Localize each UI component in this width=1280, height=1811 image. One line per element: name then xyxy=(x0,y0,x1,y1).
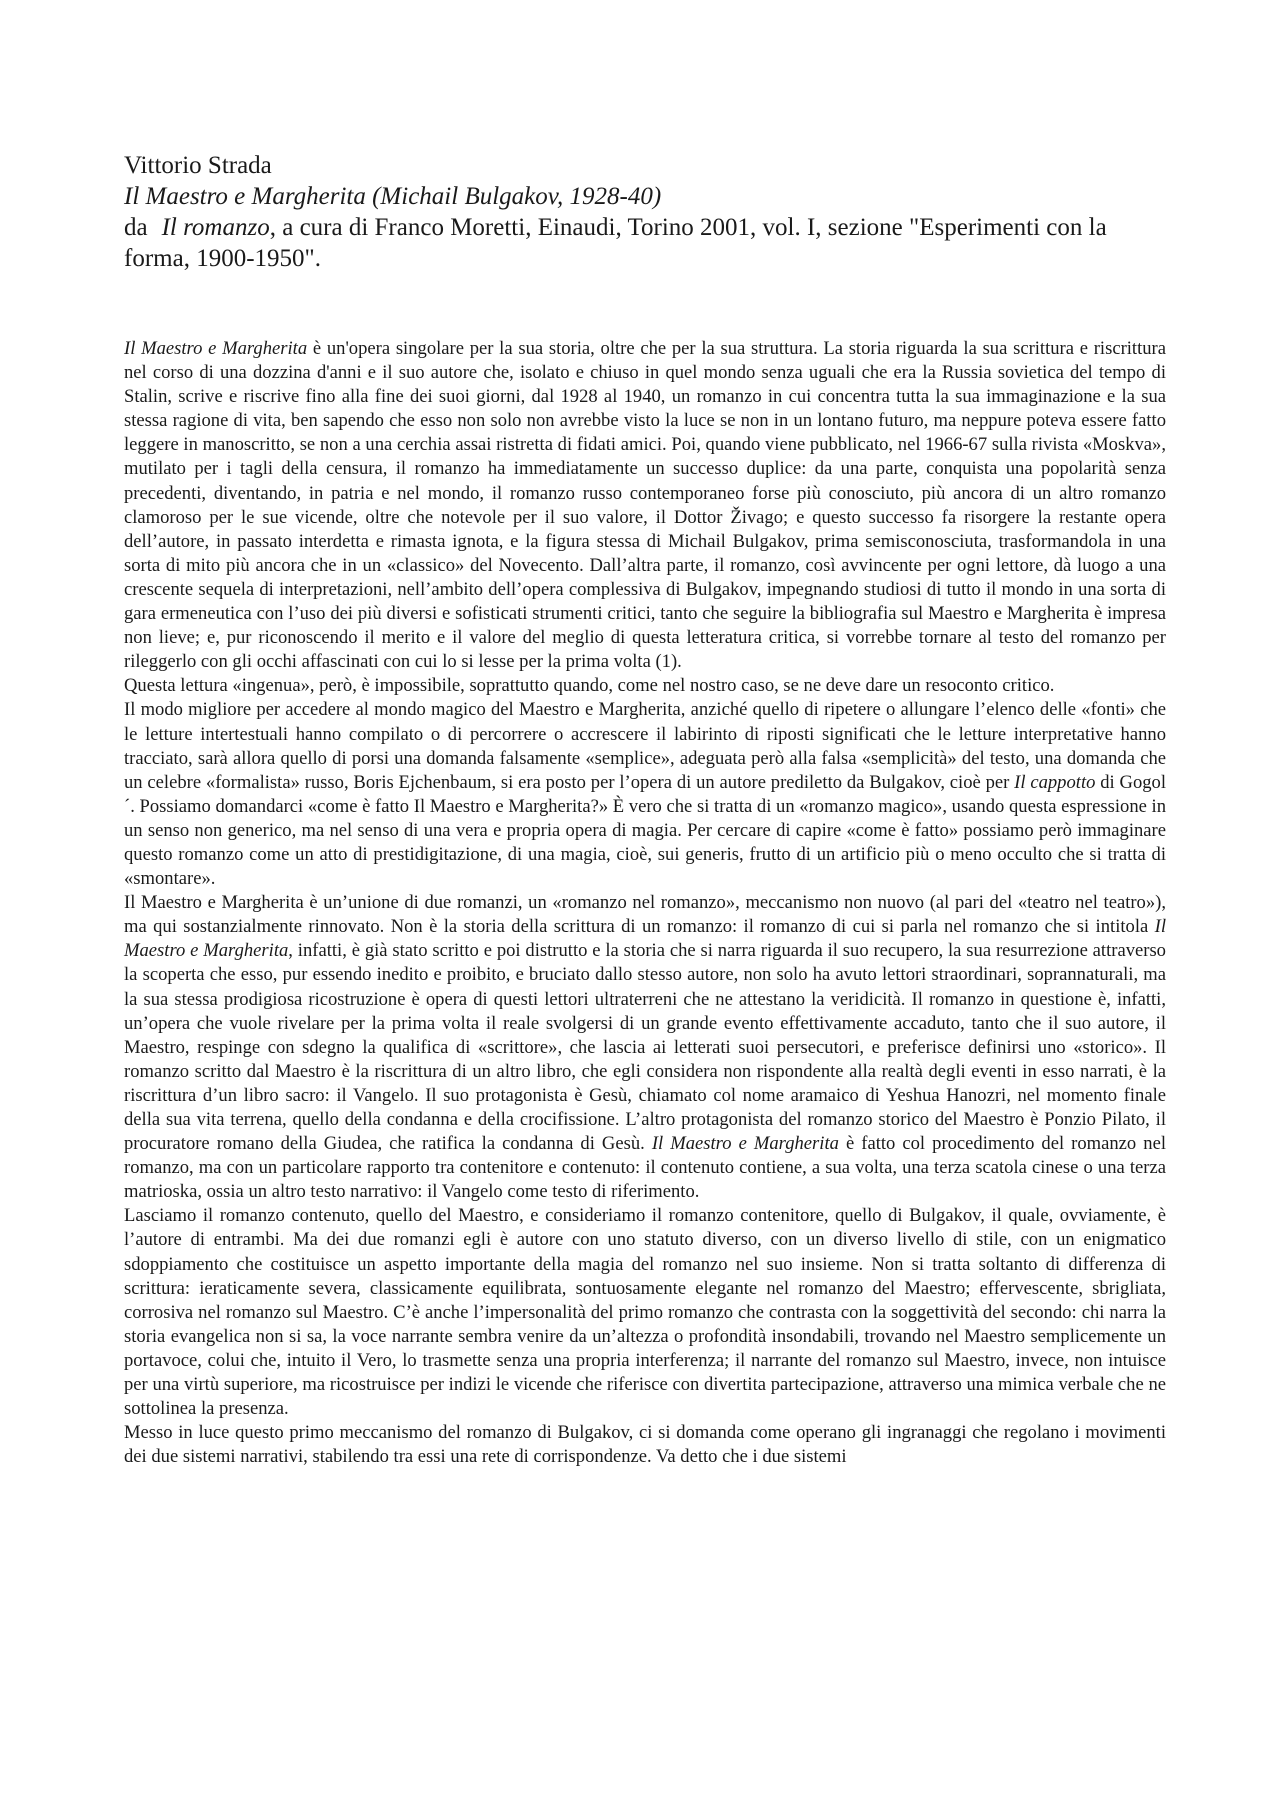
paragraph-4-title-ref: Il Maestro e Margherita xyxy=(124,916,1166,962)
document-header xyxy=(124,150,1166,274)
paragraph-3-text-after: di Gogol´. Possiamo domandarci «come è fatto Il Maestro e Margherita?» È vero che si tratta di un «romanzo magico», usando questa espressione in un senso non generico, ma nel senso di una vera e propria opera di magia. Per cercare di capire «come è fatto» possiamo però immaginare questo romanzo come un atto di prestidigitazione, di una magia, cioè, sui generis, frutto di un artificio più o meno occulto che si tratta di «smontare». xyxy=(124,771,1166,890)
paragraph-1-title-ref: Il Maestro e Margherita xyxy=(124,338,308,359)
paragraph-5-text: Lasciamo il romanzo contenuto, quello del Maestro, e consideriamo il romanzo contenitore, quello di Bulgakov, il quale, ovviamente, è l’autore di entrambi. Ma dei due romanzi egli è autore con uno statuto diverso, con un diverso livello di stile, con un enigmatico sdoppiamento che costituisce un aspetto importante della magia del romanzo nel suo insieme. Non si tratta soltanto di differenza di scrittura: ieraticamente severa, classicamente equilibrata, sontuosamente elegante nel romanzo del Maestro; effervescente, sbrigliata, corrosiva nel romanzo sul Maestro. C’è anche l’impersonalità del primo romanzo che contrasta con la soggettività del secondo: chi narra la storia evangelica non si sa, la voce narrante sembra venire da un’altezza o profondità insondabili, trovando nel Maestro semplicemente un portavoce, colui che, intuito il Vero, lo trasmette senza una propria interferenza; il narrante del romanzo sul Maestro, invece, non intuisce per una virtù superiore, ma ricostruisce per indizi le vicende che riferisce con divertita partecipazione, attraverso una mimica verbale che ne sottolinea la presenza. xyxy=(124,1205,1166,1420)
document-page xyxy=(124,150,1166,1469)
paragraph-4-text: Il Maestro e Margherita è un’unione di due romanzi, un «romanzo nel romanzo», meccanismo non nuovo (al pari del «teatro nel teatro»), ma qui sostanzialmente rinnovato. Non è la storia della scrittura di un romanzo: il romanzo di cui si parla nel romanzo che si intitola xyxy=(124,892,1166,938)
article-body xyxy=(124,337,1166,1469)
document-title: Il Maestro e Margherita (Michail Bulgakov, 1928-40) xyxy=(124,183,662,210)
paragraph-3 xyxy=(124,698,1166,891)
paragraph-5 xyxy=(124,1204,1166,1421)
source-citation xyxy=(124,212,1166,274)
paragraph-3-text: Il modo migliore per accedere al mondo magico del Maestro e Margherita, anziché quello di ripetere o allungare l’elenco delle «fonti» che le letture intertestuali hanno compilato o di percorrere o accrescere il labirinto di riposti significati che le letture interpretative hanno tracciato, sarà allora quello di porsi una domanda falsamente «semplice», adeguata però alla falsa «semplicità» del testo, una domanda che un celebre «formalista» russo, Boris Ejchenbaum, si era posto per l’opera di un autore prediletto da Bulgakov, cioè per xyxy=(124,699,1166,793)
paragraph-3-title-ref: Il cappotto xyxy=(1014,771,1096,793)
source-prefix: da xyxy=(124,214,148,241)
paragraph-6-text: Messo in luce questo primo meccanismo del romanzo di Bulgakov, ci si domanda come operano gli ingranaggi che regolano i movimenti dei due sistemi narrativi, stabilendo tra essi una rete di corrispondenze. Va detto che i due sistemi xyxy=(124,1422,1166,1468)
source-book-title: Il romanzo xyxy=(161,214,270,241)
paragraph-2 xyxy=(124,674,1166,698)
paragraph-4-second-title-ref: Il Maestro e Margherita xyxy=(651,1133,839,1155)
source-details: , a cura di Franco Moretti, Einaudi, Torino 2001, vol. I, sezione "Esperimenti con la forma, 1900-1950". xyxy=(124,214,1107,272)
paragraph-4 xyxy=(124,891,1166,1204)
paragraph-2-text: Questa lettura «ingenua», però, è impossibile, soprattutto quando, come nel nostro caso, se ne deve dare un resoconto critico. xyxy=(124,675,1055,697)
author-name: Vittorio Strada xyxy=(124,152,272,179)
paragraph-4-text-after: , infatti, è già stato scritto e poi distrutto e la storia che si narra riguarda il suo recupero, la sua resurrezione attraverso la scoperta che esso, pur essendo inedito e proibito, e bruciato dallo stesso autore, non solo ha avuto lettori straordinari, soprannaturali, ma la sua stessa prodigiosa ricostruzione è opera di questi lettori ultraterreni che ne attestano la veridicità. Il romanzo in questione è, infatti, un’opera che vuole rivelare per la prima volta il reale svolgersi di un grande evento effettivamente accaduto, tanto che il suo autore, il Maestro, respinge con sdegno la qualifica di «scrittore», che lascia ai letterati suoi persecutori, e preferisce definirsi uno «storico». Il romanzo scritto dal Maestro è la riscrittura di un altro libro, che egli considera non rispondente alla realtà degli eventi in esso narrati, è la riscrittura d’un libro sacro: il Vangelo. Il suo protagonista è Gesù, chiamato col nome aramaico di Yeshua Hanozri, nel momento finale della sua vita terrena, quello della condanna e della crocifissione. L’altro protagonista del romanzo storico del Maestro è Ponzio Pilato, il procuratore romano della Giudea, che ratifica la condanna di Gesù. xyxy=(124,940,1166,1155)
paragraph-4-text-end: è fatto col procedimento del romanzo nel romanzo, ma con un particolare rapporto tra contenitore e contenuto: il contenuto contiene, a sua volta, una terza scatola cinese o una terza matrioska, ossia un altro testo narrativo: il Vangelo come testo di riferimento. xyxy=(124,1133,1166,1203)
paragraph-1 xyxy=(124,337,1166,674)
paragraph-1-text: è un'opera singolare per la sua storia, oltre che per la sua struttura. La storia riguarda la sua scrittura e riscrittura nel corso di una dozzina d'anni e il suo autore che, isolato e chiuso in quel mondo senza uguali che era la Russia sovietica del tempo di Stalin, scrive e riscrive fino alla fine dei suoi giorni, dal 1928 al 1940, un romanzo in cui concentra tutta la sua immaginazione e la sua stessa ragione di vita, ben sapendo che esso non solo non avrebbe visto la luce se non in un lontano futuro, ma neppure poteva essere fatto leggere in manoscritto, se non a una cerchia assai ristretta di fidati amici. Poi, quando viene pubblicato, nel 1966-67 sulla rivista «Moskva», mutilato per i tagli della censura, il romanzo ha immediatamente un successo duplice: da una parte, conquista una popolarità senza precedenti, diventando, in patria e nel mondo, il romanzo russo contemporaneo forse più conosciuto, più ancora di un altro romanzo clamoroso per le sue vicende, oltre che notevole per il suo valore, il Dottor Živago; e questo successo fa risorgere la restante opera dell’autore, in passato interdetta e rimasta ignota, e la figura stessa di Michail Bulgakov, prima semisconosciuta, trasformandola in una sorta di mito più ancora che in un «classico» del Novecento. Dall’altra parte, il romanzo, così avvincente per ogni lettore, dà luogo a una crescente sequela di interpretazioni, nell’ambito dell’opera complessiva di Bulgakov, impegnando studiosi di tutto il mondo in una sorta di gara ermeneutica con l’uso dei più diversi e sofisticati strumenti critici, tanto che seguire la bibliografia sul Maestro e Margherita è impresa non lieve; e, pur riconoscendo il merito e il valore del meglio di questa letteratura critica, si vorrebbe tornare al testo del romanzo per rileggerlo con gli occhi affascinati con cui lo si lesse per la prima volta (1). xyxy=(124,338,1166,673)
paragraph-6 xyxy=(124,1421,1166,1469)
